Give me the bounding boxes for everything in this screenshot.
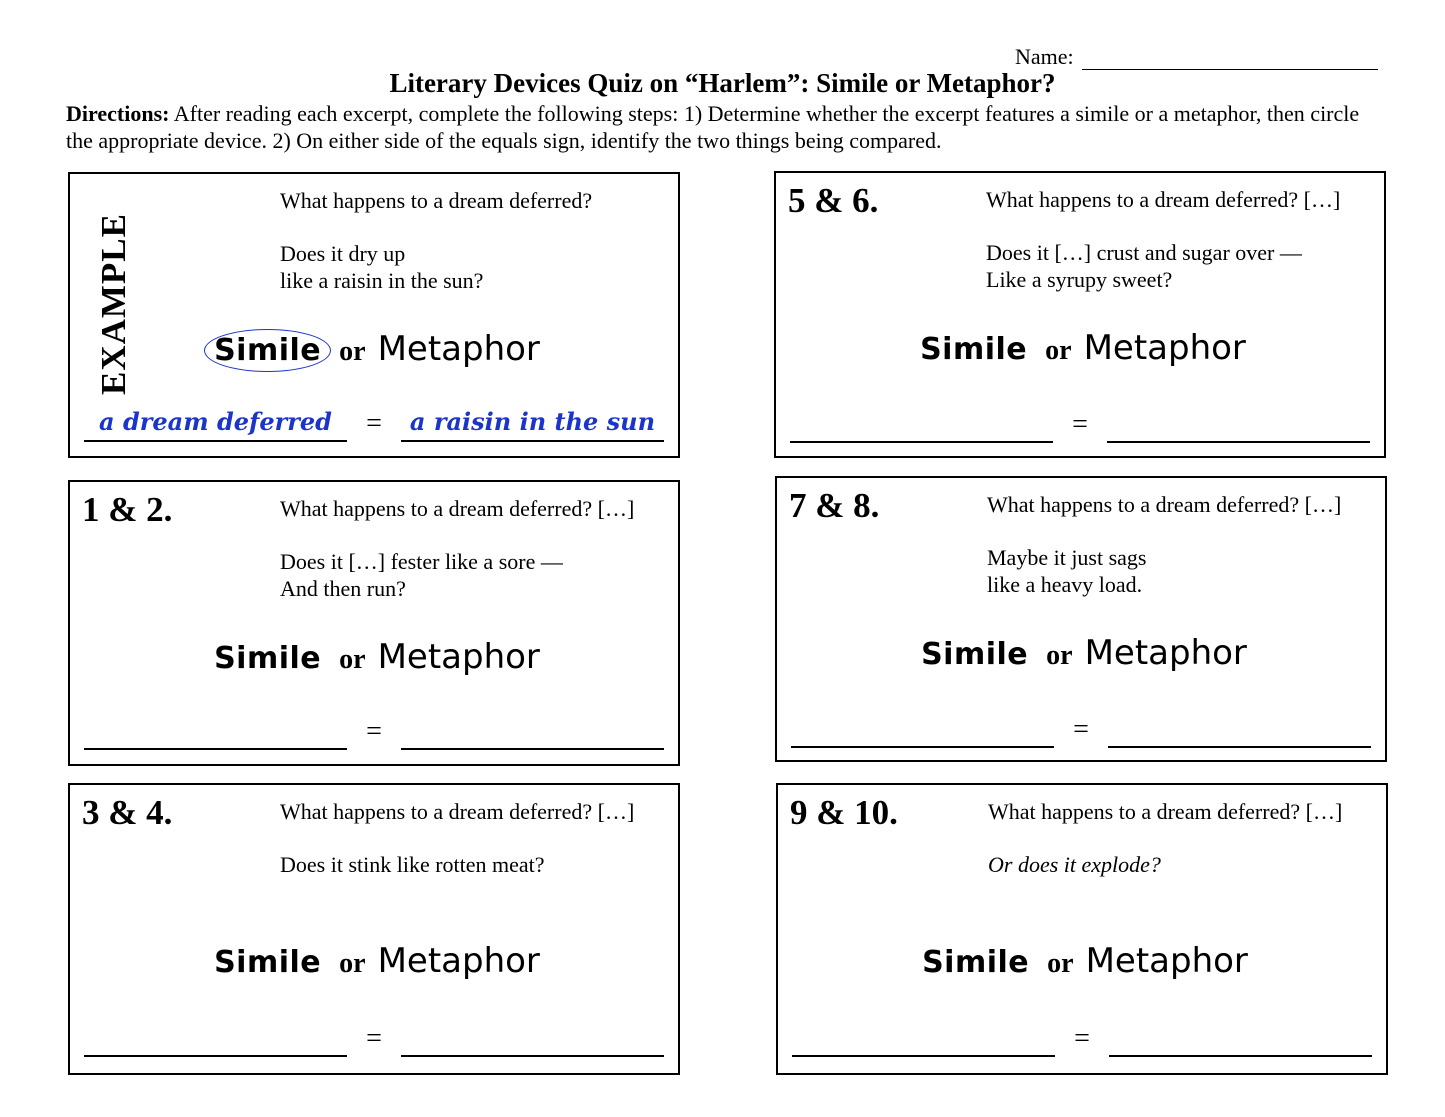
excerpt-question: What happens to a dream deferred? […] xyxy=(988,799,1343,824)
or-label: or xyxy=(339,948,366,979)
equals-sign: = xyxy=(1074,1023,1090,1054)
metaphor-option[interactable]: Metaphor xyxy=(1085,941,1248,981)
device-choice xyxy=(777,633,1385,673)
simile-option[interactable]: Simile xyxy=(214,641,322,676)
question-card xyxy=(775,476,1387,762)
excerpt-line: like a heavy load. xyxy=(987,572,1143,597)
directions-text: After reading each excerpt, complete the following steps: 1) Determine whether the excerpt features a simile or a metaphor, then circle the appropriate device. 2) On either side of the equals sign, identify the two things being compared. xyxy=(66,101,1360,153)
question-number: 1 & 2. xyxy=(82,490,173,529)
excerpt-line: Maybe it just sags xyxy=(987,545,1147,570)
excerpt-question: What happens to a dream deferred? […] xyxy=(280,799,635,824)
excerpt-question: What happens to a dream deferred? […] xyxy=(987,492,1342,517)
simile-option[interactable]: Simile xyxy=(920,332,1028,367)
excerpt-question: What happens to a dream deferred? […] xyxy=(280,496,635,521)
name-field xyxy=(1015,40,1385,70)
metaphor-option[interactable]: Metaphor xyxy=(1084,633,1247,673)
metaphor-option[interactable]: Metaphor xyxy=(377,329,540,369)
directions xyxy=(66,100,1386,154)
device-choice xyxy=(776,328,1384,368)
equals-sign: = xyxy=(1073,714,1089,745)
excerpt-line: Does it […] fester like a sore — xyxy=(280,549,563,574)
excerpt-text xyxy=(280,548,563,602)
comparison-row xyxy=(791,708,1371,748)
excerpt-line: Does it stink like rotten meat? xyxy=(280,852,545,877)
comparison-row xyxy=(84,710,664,750)
example-label: EXAMPLE xyxy=(94,213,133,395)
answer-left[interactable] xyxy=(792,1019,1055,1057)
comparison-row xyxy=(792,1017,1372,1057)
metaphor-option[interactable]: Metaphor xyxy=(1083,328,1246,368)
excerpt-line: Like a syrupy sweet? xyxy=(986,267,1173,292)
answer-right[interactable] xyxy=(1109,1019,1372,1057)
or-label: or xyxy=(1046,640,1073,671)
comparison-row xyxy=(790,403,1370,443)
answer-left[interactable]: a dream deferred xyxy=(84,404,347,442)
excerpt-line: And then run? xyxy=(280,576,406,601)
device-choice xyxy=(70,637,678,677)
excerpt-question: What happens to a dream deferred? xyxy=(280,188,593,213)
simile-option[interactable]: Simile xyxy=(208,333,327,368)
question-card xyxy=(776,783,1388,1075)
name-label: Name: xyxy=(1015,44,1074,69)
directions-label: Directions: xyxy=(66,101,170,126)
excerpt-line: Or does it explode? xyxy=(988,852,1161,877)
question-number: 9 & 10. xyxy=(790,793,898,832)
question-card xyxy=(68,783,680,1075)
device-choice xyxy=(70,941,678,981)
comparison-row xyxy=(84,402,664,442)
question-number: 5 & 6. xyxy=(788,181,879,220)
excerpt-line: Does it […] crust and sugar over — xyxy=(986,240,1302,265)
simile-option[interactable]: Simile xyxy=(922,945,1030,980)
answer-left[interactable] xyxy=(84,712,347,750)
question-number: 3 & 4. xyxy=(82,793,173,832)
equals-sign: = xyxy=(1072,409,1088,440)
answer-left[interactable] xyxy=(790,405,1053,443)
metaphor-option[interactable]: Metaphor xyxy=(377,637,540,677)
metaphor-option[interactable]: Metaphor xyxy=(377,941,540,981)
excerpt-line: Does it dry up xyxy=(280,241,406,266)
answer-left[interactable] xyxy=(791,710,1054,748)
or-label: or xyxy=(339,336,366,367)
excerpt-text xyxy=(987,544,1147,598)
excerpt-question: What happens to a dream deferred? […] xyxy=(986,187,1341,212)
equals-sign: = xyxy=(366,716,382,747)
answer-right[interactable]: a raisin in the sun xyxy=(401,404,664,442)
answer-right[interactable] xyxy=(401,1019,664,1057)
excerpt-text xyxy=(280,240,483,294)
question-card xyxy=(68,480,680,766)
excerpt-line: like a raisin in the sun? xyxy=(280,268,484,293)
example-card xyxy=(68,172,680,458)
simile-option[interactable]: Simile xyxy=(214,945,322,980)
excerpt-text xyxy=(986,239,1302,293)
answer-right[interactable] xyxy=(1107,405,1370,443)
answer-right[interactable] xyxy=(1108,710,1371,748)
answer-circle xyxy=(204,329,331,372)
simile-option[interactable]: Simile xyxy=(921,637,1029,672)
device-choice xyxy=(70,329,678,369)
comparison-row xyxy=(84,1017,664,1057)
name-blank[interactable] xyxy=(1082,47,1378,70)
question-card xyxy=(774,171,1386,458)
question-number: 7 & 8. xyxy=(789,486,880,525)
or-label: or xyxy=(339,644,366,675)
page-title: Literary Devices Quiz on “Harlem”: Simile or Metaphor? xyxy=(389,68,1056,98)
answer-right[interactable] xyxy=(401,712,664,750)
or-label: or xyxy=(1045,335,1072,366)
or-label: or xyxy=(1047,948,1074,979)
excerpt-text xyxy=(280,851,545,878)
device-choice xyxy=(778,941,1386,981)
answer-left[interactable] xyxy=(84,1019,347,1057)
excerpt-text xyxy=(988,851,1161,878)
equals-sign: = xyxy=(366,1023,382,1054)
equals-sign: = xyxy=(366,408,382,439)
